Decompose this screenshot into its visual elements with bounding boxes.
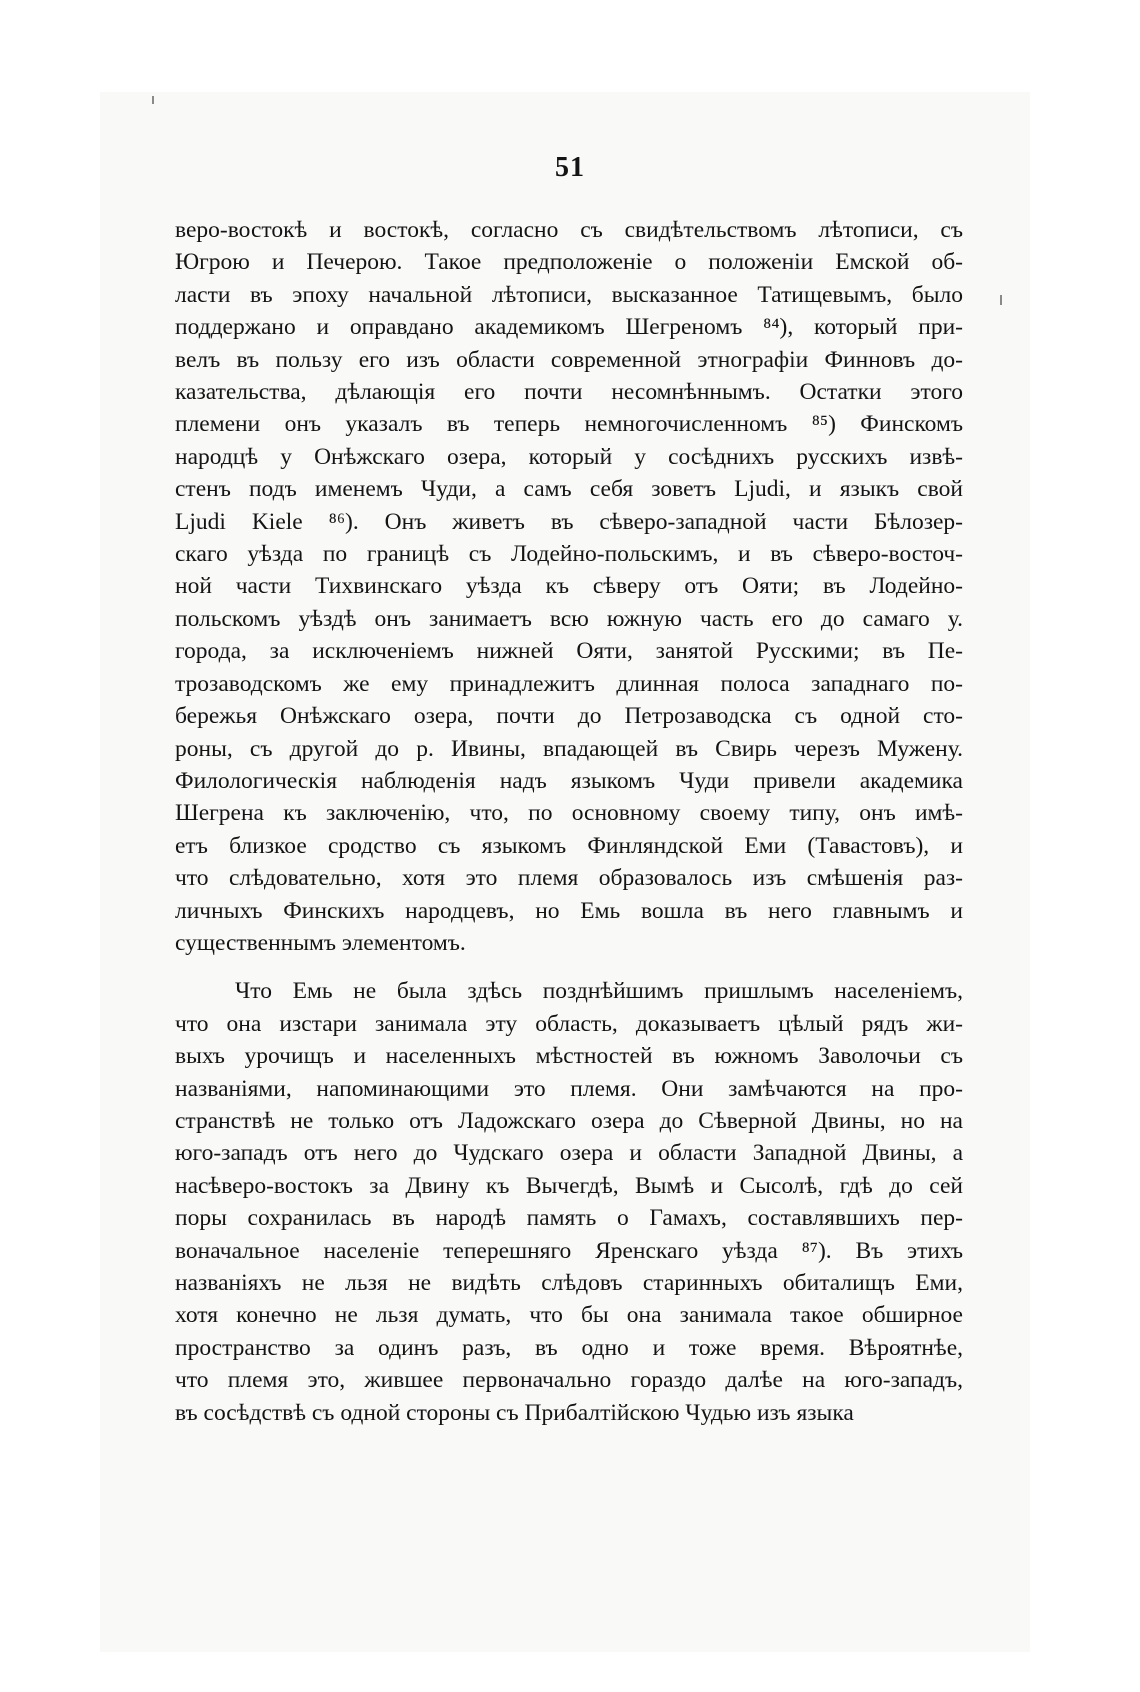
text-line: казательства, дѣлающія его почти несомнѣннымъ. Остатки этого bbox=[175, 379, 963, 406]
text-line: воначальное населеніе теперешняго Яренскаго уѣзда ⁸⁷). Въ этихъ bbox=[175, 1237, 963, 1264]
text-line: Ljudi Kiele ⁸⁶). Онъ живетъ въ сѣверо-западной части Бѣлозер- bbox=[175, 508, 963, 535]
text-line: что племя это, жившее первоначально гораздо далѣе на юго-западъ, bbox=[175, 1367, 963, 1394]
text-line: етъ близкое сродство съ языкомъ Финляндской Еми (Тавастовъ), и bbox=[175, 832, 963, 859]
text-line: скаго уѣзда по границѣ съ Лодейно-польскимъ, и въ сѣверо-восточ- bbox=[175, 541, 963, 568]
text-line: велъ въ пользу его изъ области современной этнографіи Финновъ до- bbox=[175, 346, 963, 373]
text-line: выхъ урочищъ и населенныхъ мѣстностей въ южномъ Заволочьи съ bbox=[175, 1043, 963, 1070]
text-line: странствѣ не только отъ Ладожскаго озера до Сѣверной Двины, но на bbox=[175, 1107, 963, 1134]
text-line: веро-востокѣ и востокѣ, согласно съ свидѣтельствомъ лѣтописи, съ bbox=[175, 217, 963, 243]
margin-mark bbox=[1000, 295, 1002, 305]
text-line: народцѣ у Онѣжскаго озера, который у сосѣднихъ русскихъ извѣ- bbox=[175, 443, 963, 470]
text-line: пространство за одинъ разъ, въ одно и тоже время. Вѣроятнѣе, bbox=[175, 1334, 963, 1361]
body-text bbox=[175, 214, 963, 1429]
margin-mark bbox=[152, 96, 154, 104]
text-line: насѣверо-востокъ за Двину къ Вычегдѣ, Вымѣ и Сысолѣ, гдѣ до сей bbox=[175, 1172, 963, 1199]
paragraph bbox=[175, 975, 963, 1429]
text-line: Югрою и Печерою. Такое предположеніе о положеніи Емской об- bbox=[175, 249, 963, 276]
text-line: что она изстари занимала эту область, доказываетъ цѣлый рядъ жи- bbox=[175, 1010, 963, 1037]
text-line: существеннымъ элементомъ. bbox=[175, 929, 466, 956]
paragraph bbox=[175, 214, 963, 959]
text-line: поддержано и оправдано академикомъ Шегреномъ ⁸⁴), который при- bbox=[175, 314, 963, 341]
text-line: юго-западъ отъ него до Чудскаго озера и области Западной Двины, а bbox=[175, 1140, 963, 1167]
page-number: 51 bbox=[555, 152, 585, 183]
paragraph-gap bbox=[175, 959, 963, 975]
text-line: что слѣдовательно, хотя это племя образовалось изъ смѣшенія раз- bbox=[175, 865, 963, 892]
text-line: трозаводскомъ же ему принадлежитъ длинная полоса западнаго по- bbox=[175, 670, 963, 697]
text-line: ласти въ эпоху начальной лѣтописи, высказанное Татищевымъ, было bbox=[175, 281, 963, 308]
text-line: ной части Тихвинскаго уѣзда къ сѣверу отъ Ояти; въ Лодейно- bbox=[175, 573, 963, 600]
text-line: стенъ подъ именемъ Чуди, а самъ себя зоветъ Ljudi, и языкъ свой bbox=[175, 476, 963, 503]
text-line: въ сосѣдствѣ съ одной стороны съ Прибалтійскою Чудью изъ языка bbox=[175, 1399, 854, 1426]
text-line: названіяхъ не льзя не видѣть слѣдовъ старинныхъ обиталищъ Еми, bbox=[175, 1270, 963, 1296]
text-line: Что Емь не была здѣсь позднѣйшимъ пришлымъ населеніемъ, bbox=[235, 978, 963, 1005]
text-line: поры сохранилась въ народѣ память о Гамахъ, составлявшихъ пер- bbox=[175, 1205, 963, 1232]
text-line: названіями, напоминающими это племя. Они замѣчаются на про- bbox=[175, 1075, 963, 1102]
text-line: личныхъ Финскихъ народцевъ, но Емь вошла въ него главнымъ и bbox=[175, 897, 963, 924]
text-line: бережья Онѣжскаго озера, почти до Петрозаводска съ одной сто- bbox=[175, 703, 963, 730]
text-line: Шегрена къ заключенію, что, по основному своему типу, онъ имѣ- bbox=[175, 800, 963, 827]
text-line: роны, съ другой до р. Ивины, впадающей въ Свирь черезъ Мужену. bbox=[175, 735, 963, 762]
text-line: Филологическія наблюденія надъ языкомъ Чуди привели академика bbox=[175, 767, 963, 794]
text-line: племени онъ указалъ въ теперь немногочисленномъ ⁸⁵) Финскомъ bbox=[175, 411, 963, 438]
text-line: хотя конечно не льзя думать, что бы она занимала такое обширное bbox=[175, 1302, 963, 1329]
text-line: города, за исключеніемъ нижней Ояти, занятой Русскими; въ Пе- bbox=[175, 638, 963, 665]
text-line: польскомъ уѣздѣ онъ занимаетъ всю южную часть его до самаго у. bbox=[175, 605, 963, 632]
